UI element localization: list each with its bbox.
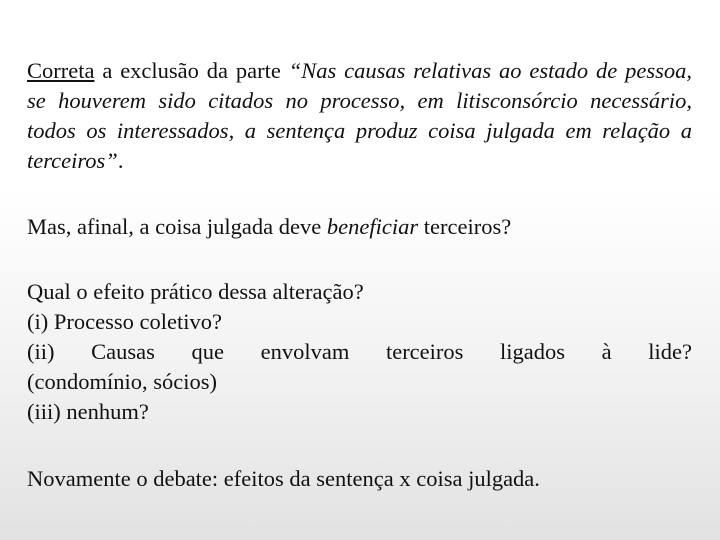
option-causas-terceiros: (ii) Causas que envolvam terceiros ligados à lide? xyxy=(27,339,692,364)
slide-content xyxy=(27,56,692,494)
option-nenhum: (iii) nenhum? xyxy=(27,399,149,424)
question-efeito-pratico: Qual o efeito prático dessa alteração? xyxy=(27,279,364,304)
paragraph-correta xyxy=(27,56,692,176)
paragraph-1-quote: “Nas causas relativas ao estado de pessoa, se houverem sido citados no processo, em litisconsórcio necessário, todos os interessados, a sentença produz coisa julgada em relação a terceiros” xyxy=(27,58,692,173)
paragraph-1-intro: a exclusão da parte xyxy=(94,58,289,83)
paragraph-2-emphasis: beneficiar xyxy=(326,214,419,239)
paragraph-efeito-pratico xyxy=(27,277,692,427)
option-processo-coletivo: (i) Processo coletivo? xyxy=(27,309,222,334)
option-causas-terceiros-detail: (condomínio, sócios) xyxy=(27,369,217,394)
paragraph-question-beneficiar xyxy=(27,212,692,242)
paragraph-2-before: Mas, afinal, a coisa julgada deve xyxy=(27,214,327,239)
paragraph-1-end: . xyxy=(117,148,124,173)
paragraph-novamente: Novamente o debate: efeitos da sentença x coisa julgada. xyxy=(27,466,540,491)
underlined-word-correta: Correta xyxy=(27,58,95,83)
paragraph-2-after: terceiros? xyxy=(418,214,512,239)
